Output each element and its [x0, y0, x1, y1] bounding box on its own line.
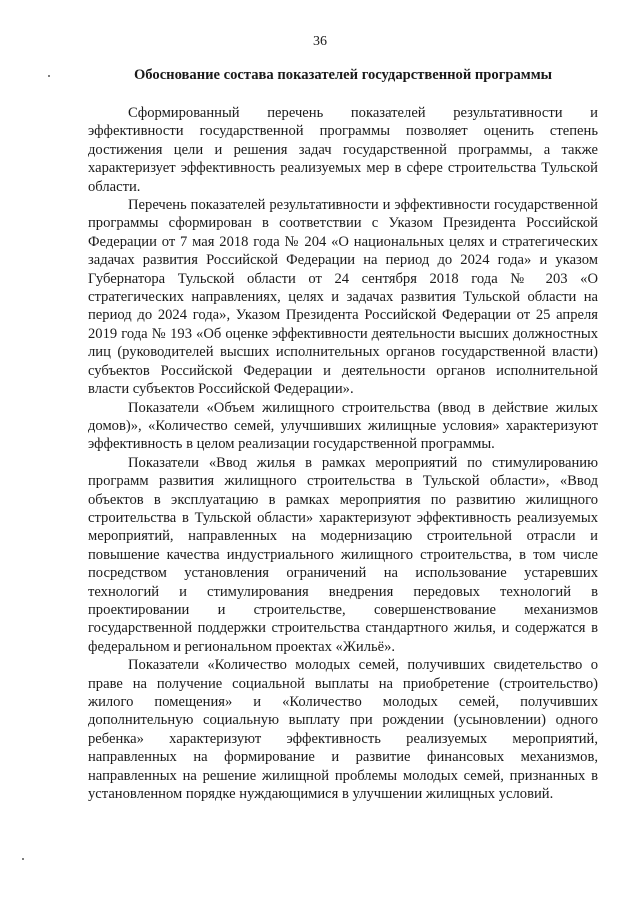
scan-speck — [48, 75, 50, 77]
document-body — [88, 104, 598, 803]
page-number: 36 — [313, 34, 327, 49]
paragraph-2: Перечень показателей результативности и эффективности государственной программы сформирован в соответствии с Указом Президента Российской Федерации от 7 мая 2018 года № 204 «О национальных целях и стратегических задачах развития Российской Федерации на период до 2024 года» и указом Губернатора Тульской области от 24 сентября 2018 года № 203 «О стратегических направлениях, целях и задачах развития Тульской области на период до 2024 года», Указом Президента Российской Федерации от 25 апреля 2019 года № 193 «Об оценке эффективности деятельности высших должностных лиц (руководителей высших исполнительных органов государственной власти) субъектов Российской Федерации и деятельности органов исполнительной власти субъектов Российской Федерации». — [88, 197, 598, 398]
paragraph-3: Показатели «Объем жилищного строительства (ввод в действие жилых домов)», «Количество семей, улучшивших жилищные условия» характеризуют эффективность в целом реализации государственной программы. — [88, 399, 598, 453]
paragraph-4: Показатели «Ввод жилья в рамках мероприятий по стимулированию программ развития жилищного строительства в Тульской области», «Ввод объектов в эксплуатацию в рамках мероприятия по развитию жилищного строительства в Тульской области» характеризуют эффективность реализуемых мероприятий, направленных на модернизацию строительной отрасли и повышение качества индустриального жилищного строительства, в том числе посредством установления ограничений на использование устаревших технологий и стимулирования внедрения передовых технологий в проектировании и строительстве, совершенствование механизмов государственной поддержки строительства стандартного жилья, и содержатся в федеральном и региональном проектах «Жильё». — [88, 454, 598, 655]
section-title: Обоснование состава показателей государственной программы — [133, 67, 553, 83]
paragraph-1: Сформированный перечень показателей результативности и эффективности государственной программы позволяет оценить степень достижения цели и решения задач государственной программы, а также характеризует эффективность реализуемых мер в сфере строительства Тульской области. — [88, 105, 598, 195]
scan-speck — [22, 858, 24, 860]
paragraph-5: Показатели «Количество молодых семей, получивших свидетельство о праве на получение социальной выплаты на приобретение (строительство) жилого помещения» и «Количество молодых семей, получивших дополнительную социальную выплату при рождении (усыновлении) одного ребенка» характеризуют эффективность реализуемых мероприятий, направленных на формирование и развитие финансовых механизмов, направленных на решение жилищной проблемы молодых семей, признанных в установленном порядке нуждающимися в улучшении жилищных условий. — [88, 657, 598, 803]
